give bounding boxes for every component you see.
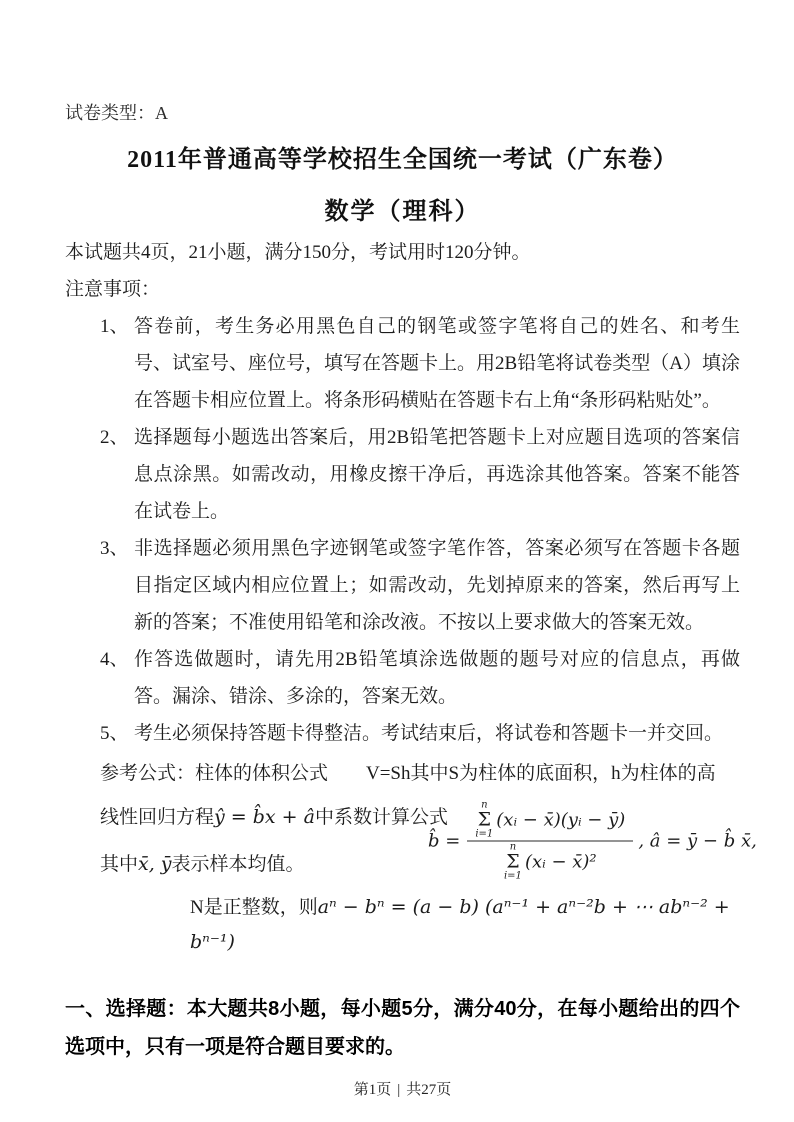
regression-equation: ŷ = b̂x + â [214,806,315,828]
notice-number: 5、 [100,723,129,744]
volume-formula-line: 参考公式：柱体的体积公式 V=Sh其中S为柱体的底面积，h为柱体的高 [100,763,716,784]
sigma-sum [475,801,493,840]
notice-heading: 注意事项： [65,279,161,300]
sample-mean-suffix: 表示样本均值。 [171,854,305,875]
sum-upper-limit: n [481,799,488,811]
notice-item-2 [100,419,740,530]
section-heading: 一、选择题：本大题共8小题，每小题5分，满分40分，在每小题给出的四个选项中，只有一项是符合题目要求的。 [65,998,740,1058]
notice-number: 3、 [100,538,129,559]
regression-suffix: 中系数计算公式 [314,807,448,828]
notice-text: 作答选做题时，请先用2B铅笔填涂选做题的题号对应的信息点，再做答。漏涂、错涂、多涂的，答案无效。 [134,649,740,707]
page-number: 第1页 [353,1082,392,1098]
notice-item-4 [100,641,740,715]
fraction [467,800,633,883]
exam-subtitle: 数学（理科） [324,199,481,225]
denominator-expression: (xᵢ − x̄)² [524,851,597,873]
notice-text: 答卷前，考生务必用黑色自己的钢笔或签字笔将自己的姓名、和考生号、试室号、座位号，填写在答题卡上。用2B铅笔将试卷类型（A）填涂在答题卡相应位置上。将条形码横贴在答题卡右上角“条形码粘贴处”。 [134,316,740,411]
exam-title: 2011年普通高等学校招生全国统一考试（广东卷） [127,147,678,173]
sum-lower-limit: i=1 [503,870,522,882]
sample-mean-symbols: x̄, ȳ [138,853,172,875]
sigma-icon: Σ [477,808,492,831]
reference-formulas [100,754,757,960]
formula-tail: , â = ȳ − b̂ x̄, [638,830,757,852]
paper-type-label: 试卷类型：A [65,103,168,123]
page-total: 共27页 [406,1082,452,1098]
binomial-identity-line [190,890,740,960]
sum-upper-limit: n [509,841,517,853]
page-footer [65,1078,740,1102]
sigma-sum [504,843,522,882]
notice-item-5 [100,715,740,752]
binomial-formula: aⁿ − bⁿ = (a − b) (aⁿ⁻¹ + aⁿ⁻²b + ⋯ abⁿ⁻² + bⁿ⁻¹) [190,896,730,953]
notice-text: 考生必须保持答题卡得整洁。考试结束后，将试卷和答题卡一并交回。 [134,723,724,744]
fraction-denominator [467,842,633,883]
notice-text: 选择题每小题选出答案后，用2B铅笔把答题卡上对应题目选项的答案信息点涂黑。如需改动，用橡皮擦干净后，再选涂其他答案。答案不能答在试卷上。 [134,427,740,522]
fraction-numerator [467,800,633,842]
binomial-prefix: N是正整数，则 [190,897,318,918]
sigma-icon: Σ [506,850,520,873]
formula-lhs: b̂ = [428,830,461,852]
notice-item-1 [100,308,740,419]
sample-mean-prefix: 其中 [100,854,139,875]
numerator-expression: (xᵢ − x̄)(yᵢ − ȳ) [496,809,626,831]
notice-number: 2、 [100,427,129,448]
notice-item-3 [100,530,740,641]
exam-intro: 本试题共4页，21小题，满分150分，考试用时120分钟。 [65,242,531,263]
notice-text: 非选择题必须用黑色字迹钢笔或签字笔作答，答案必须写在答题卡各题目指定区域内相应位置上；如需改动，先划掉原来的答案，然后再写上新的答案；不准使用铅笔和涂改液。不按以上要求做大的答案无效。 [134,538,740,633]
sum-lower-limit: i=1 [475,828,494,840]
footer-separator: | [397,1082,401,1098]
regression-prefix: 线性回归方程 [100,807,215,828]
notice-number: 1、 [100,316,129,337]
notice-number: 4、 [100,649,129,670]
notice-list [100,308,740,752]
regression-coefficient-formula [428,800,757,883]
regression-section [100,794,757,888]
